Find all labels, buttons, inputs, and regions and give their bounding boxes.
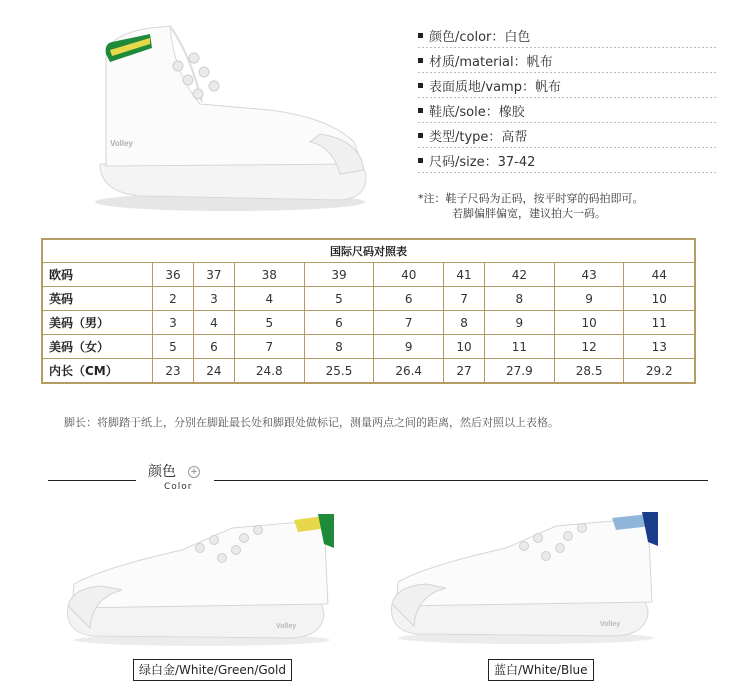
product-shoe-image-main	[70, 14, 390, 214]
bullet-icon	[418, 158, 423, 163]
section-divider-left	[48, 480, 136, 481]
table-cell: 28.5	[554, 359, 624, 384]
table-cell: 3	[153, 311, 194, 335]
bullet-icon	[418, 58, 423, 63]
table-cell: 44	[624, 263, 695, 287]
spec-type	[418, 126, 710, 146]
table-cell: 9	[554, 287, 624, 311]
table-row	[42, 263, 695, 287]
table-cell: 12	[554, 335, 624, 359]
table-cell: 29.2	[624, 359, 695, 384]
variant-label-white-blue: 蓝白/White/Blue	[488, 659, 594, 681]
table-cell: 11	[624, 311, 695, 335]
table-cell: 43	[554, 263, 624, 287]
table-cell: 24	[193, 359, 234, 384]
measure-instructions: 脚长：将脚踏于纸上，分别在脚趾最长处和脚跟处做标记，测量两点之间的距离，然后对照以上表格。	[64, 416, 559, 429]
table-cell: 2	[153, 287, 194, 311]
table-cell: 7	[444, 287, 485, 311]
table-cell: 7	[374, 311, 444, 335]
table-cell: 10	[444, 335, 485, 359]
table-cell: 11	[485, 335, 555, 359]
table-cell: 6	[304, 311, 374, 335]
table-cell: 42	[485, 263, 555, 287]
table-title: 国际尺码对照表	[42, 239, 695, 263]
row-label: 英码	[42, 287, 153, 311]
spec-color	[418, 26, 710, 46]
table-cell: 4	[193, 311, 234, 335]
table-title-row	[42, 239, 695, 263]
table-cell: 6	[193, 335, 234, 359]
table-row	[42, 311, 695, 335]
table-cell: 37	[193, 263, 234, 287]
table-row	[42, 359, 695, 384]
table-row	[42, 335, 695, 359]
table-cell: 26.4	[374, 359, 444, 384]
table-cell: 8	[485, 287, 555, 311]
divider	[418, 147, 718, 148]
table-cell: 5	[234, 311, 304, 335]
row-label: 欧码	[42, 263, 153, 287]
table-cell: 8	[304, 335, 374, 359]
row-label: 内长（CM）	[42, 359, 153, 384]
spec-material	[418, 51, 710, 71]
spec-vamp-text: 表面质地/vamp：帆布	[429, 80, 561, 95]
section-divider-right	[214, 480, 708, 481]
table-cell: 4	[234, 287, 304, 311]
table-cell: 3	[193, 287, 234, 311]
table-cell: 39	[304, 263, 374, 287]
color-section-title: 颜色	[148, 464, 176, 480]
table-cell: 10	[624, 287, 695, 311]
table-cell: 23	[153, 359, 194, 384]
divider	[418, 47, 718, 48]
table-cell: 36	[153, 263, 194, 287]
spec-vamp	[418, 76, 710, 96]
row-label: 美码（男）	[42, 311, 153, 335]
spec-color-text: 颜色/color：白色	[429, 30, 531, 45]
table-cell: 38	[234, 263, 304, 287]
table-cell: 5	[304, 287, 374, 311]
spec-type-text: 类型/type：高帮	[429, 130, 528, 145]
table-cell: 27	[444, 359, 485, 384]
spec-sole	[418, 101, 710, 121]
table-cell: 24.8	[234, 359, 304, 384]
table-cell: 6	[374, 287, 444, 311]
table-cell: 25.5	[304, 359, 374, 384]
table-row	[42, 287, 695, 311]
bullet-icon	[418, 133, 423, 138]
plus-circle-icon: +	[188, 466, 200, 478]
table-cell: 10	[554, 311, 624, 335]
bullet-icon	[418, 33, 423, 38]
divider	[418, 72, 718, 73]
divider	[418, 97, 718, 98]
brand-logo-text: Volley	[276, 623, 297, 630]
table-cell: 5	[153, 335, 194, 359]
divider	[418, 172, 718, 173]
table-cell: 9	[485, 311, 555, 335]
size-note-line2: 若脚偏胖偏宽，建议拍大一码。	[452, 207, 606, 220]
table-cell: 13	[624, 335, 695, 359]
bullet-icon	[418, 83, 423, 88]
brand-logo-text: Volley	[110, 139, 133, 148]
variant-blue-shoe-image	[386, 506, 666, 646]
spec-material-text: 材质/material：帆布	[429, 55, 553, 70]
table-cell: 27.9	[485, 359, 555, 384]
variant-label-white-green-gold: 绿白金/White/Green/Gold	[133, 659, 292, 681]
brand-logo-text: Volley	[600, 621, 621, 628]
size-chart-table	[41, 238, 696, 384]
color-section-subtitle: Color	[164, 482, 193, 492]
table-cell: 8	[444, 311, 485, 335]
spec-size-text: 尺码/size：37-42	[429, 155, 536, 170]
table-cell: 41	[444, 263, 485, 287]
spec-sole-text: 鞋底/sole：橡胶	[429, 105, 525, 120]
table-cell: 7	[234, 335, 304, 359]
row-label: 美码（女）	[42, 335, 153, 359]
table-cell: 9	[374, 335, 444, 359]
table-cell: 40	[374, 263, 444, 287]
spec-size	[418, 151, 710, 171]
size-note-line1: *注：鞋子尺码为正码，按平时穿的码拍即可。	[418, 192, 644, 205]
bullet-icon	[418, 108, 423, 113]
divider	[418, 122, 718, 123]
variant-green-shoe-image	[62, 508, 342, 648]
